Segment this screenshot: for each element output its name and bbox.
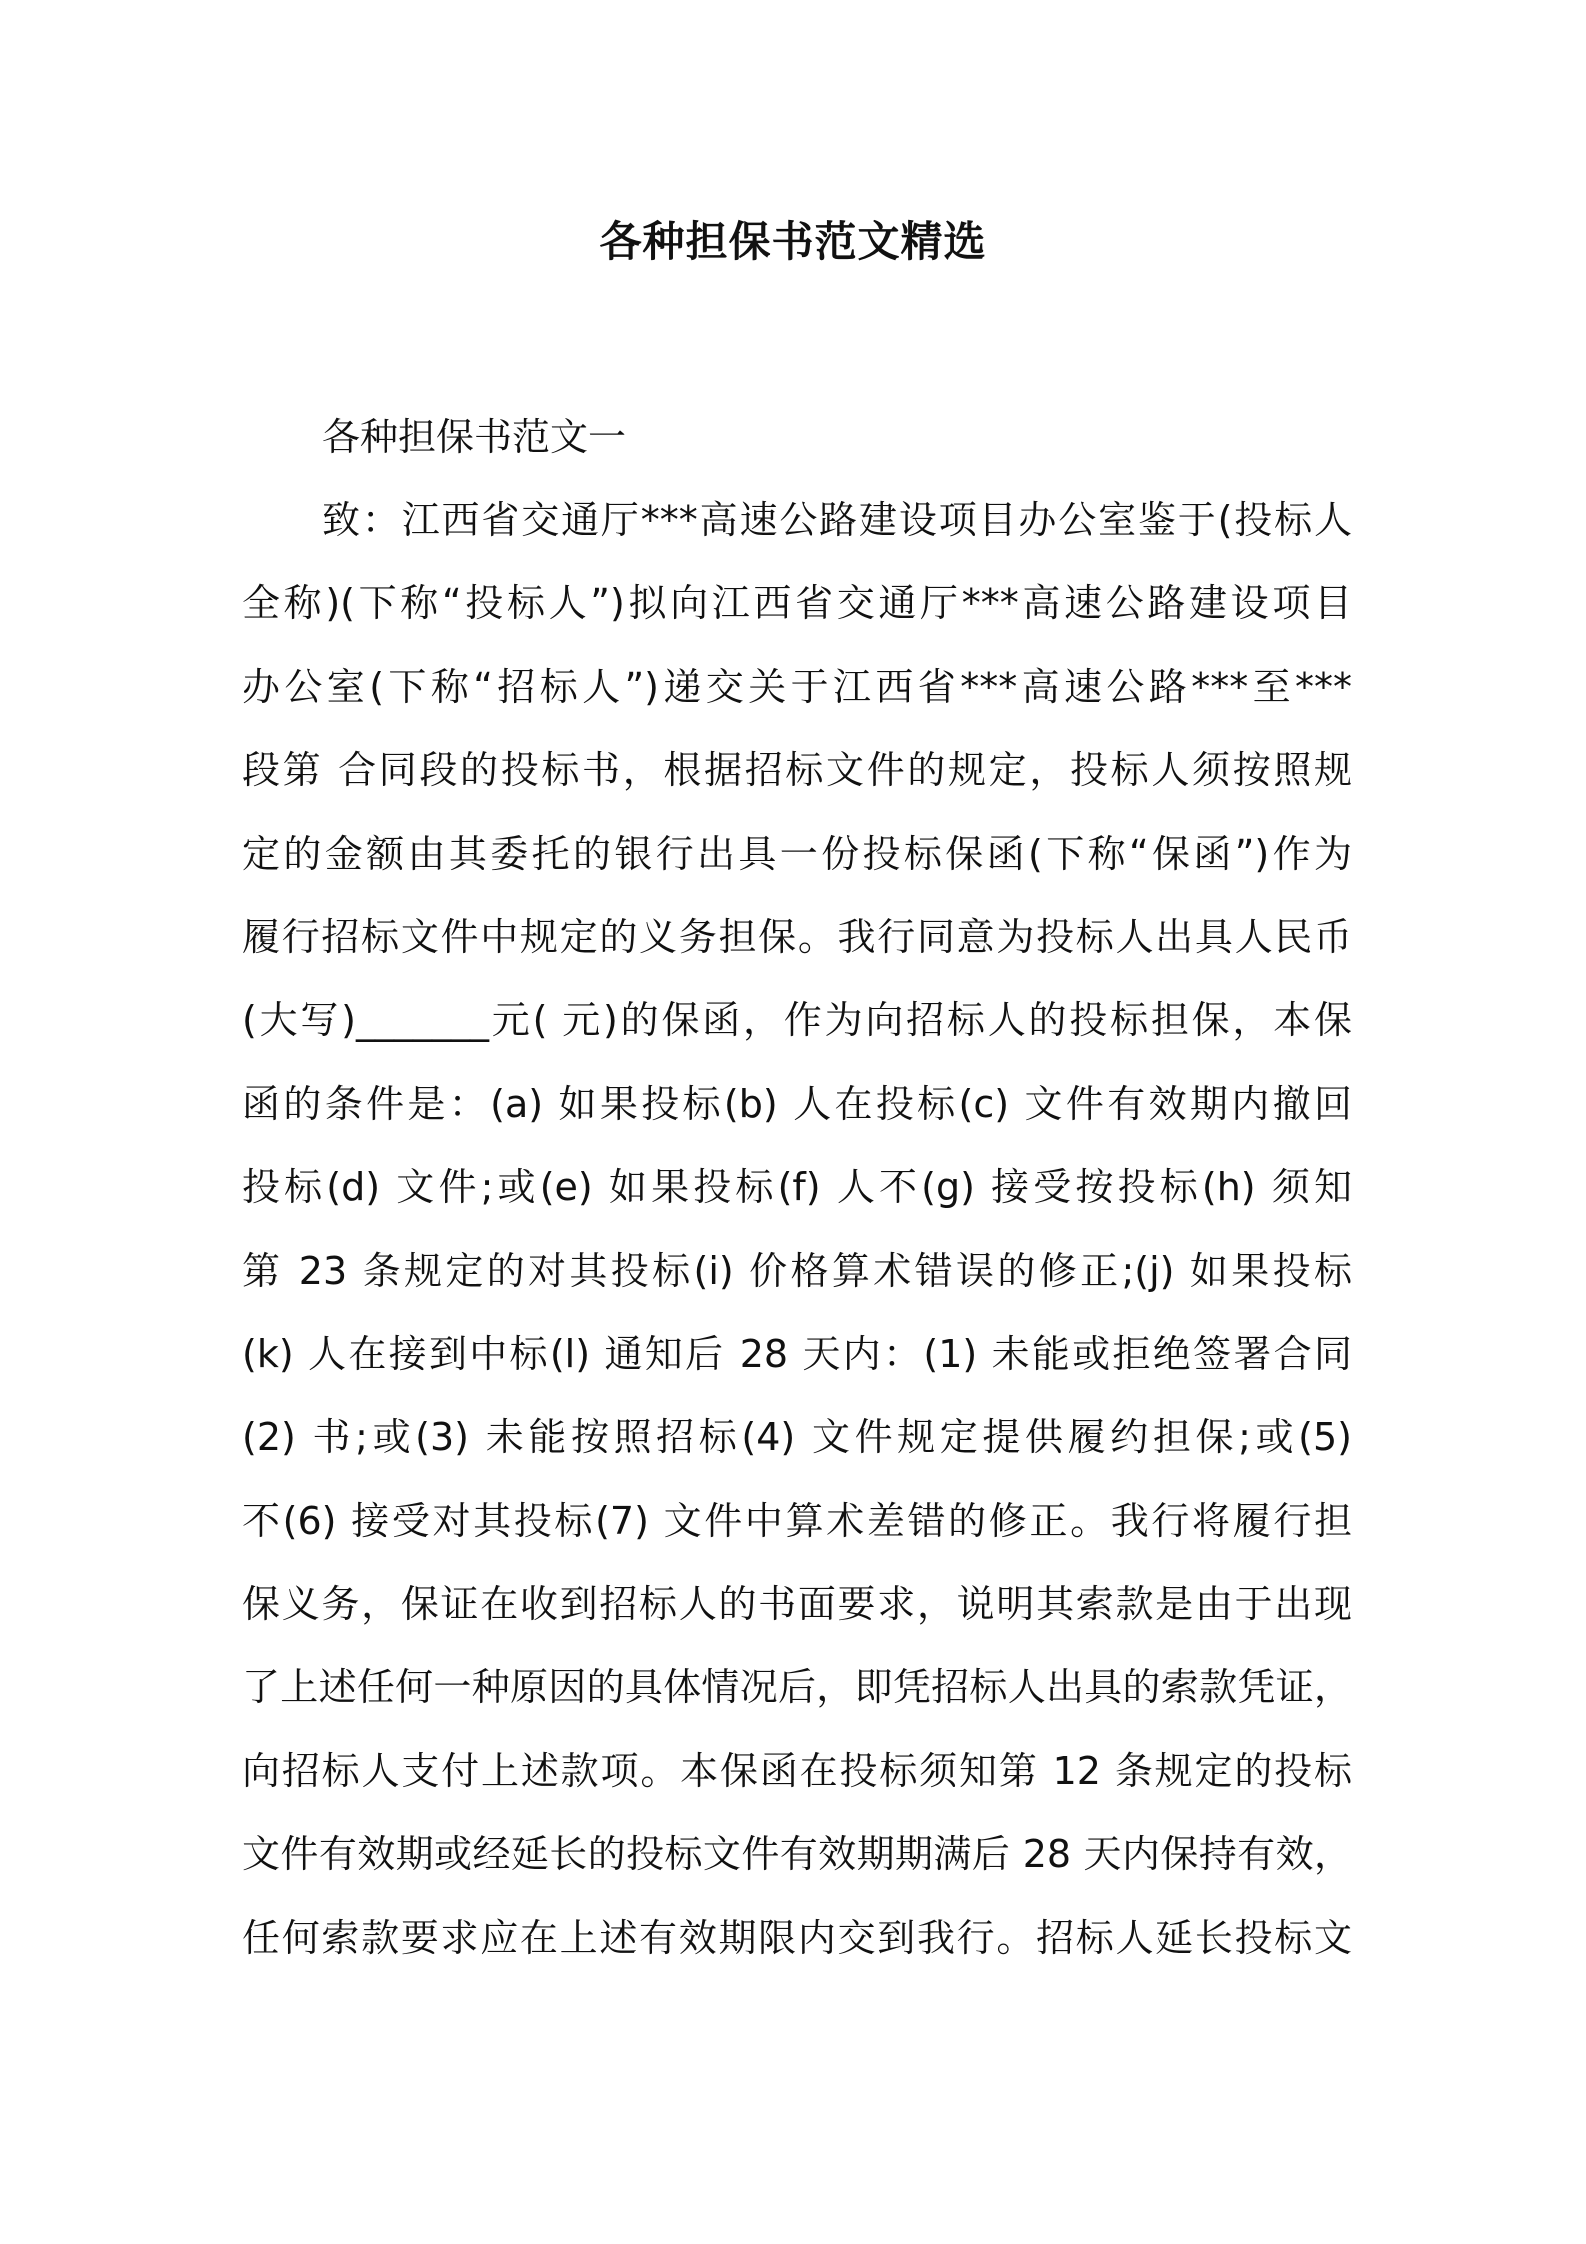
body-line-text: 全称)(下称“投标人”)拟向江西省交通厅***高速公路建设项目 — [242, 581, 1352, 626]
body-line — [242, 907, 1352, 990]
body-line — [242, 1657, 1352, 1740]
body-line — [242, 1491, 1352, 1574]
body-line — [242, 1741, 1352, 1824]
body-line — [242, 824, 1352, 907]
body-line-text: 履行招标文件中规定的义务担保。我行同意为投标人出具人民币 — [242, 914, 1352, 959]
section-heading: 各种担保书范文一 — [322, 415, 627, 459]
body-line — [242, 1157, 1352, 1240]
body-line-text: 第 23 条规定的对其投标(i) 价格算术错误的修正;(j) 如果投标 — [242, 1248, 1352, 1293]
body-line-text: 投标(d) 文件;或(e) 如果投标(f) 人不(g) 接受按投标(h) 须知 — [242, 1165, 1352, 1210]
body-line — [242, 657, 1352, 740]
body-line-text: 办公室(下称“招标人”)递交关于江西省***高速公路***至*** — [242, 664, 1352, 709]
body-line-text: 函的条件是：(a) 如果投标(b) 人在投标(c) 文件有效期内撤回 — [242, 1081, 1352, 1126]
body-line-text: (k) 人在接到中标(l) 通知后 28 天内：(1) 未能或拒绝签署合同 — [242, 1331, 1352, 1376]
body-line-text: (2) 书;或(3) 未能按照招标(4) 文件规定提供履约担保;或(5) — [242, 1415, 1352, 1460]
body-line-text: 致：江西省交通厅***高速公路建设项目办公室鉴于(投标人 — [322, 498, 1352, 542]
body-line-text: 保义务，保证在收到招标人的书面要求，说明其索款是由于出现 — [242, 1582, 1352, 1627]
body-line — [242, 1574, 1352, 1657]
body-line-text: 定的金额由其委托的银行出具一份投标保函(下称“保函”)作为 — [242, 831, 1352, 876]
body-line — [242, 990, 1352, 1073]
body-line — [242, 1908, 1352, 1991]
body-line-text: 文件有效期或经延长的投标文件有效期期满后 28 天内保持有效， — [242, 1832, 1352, 1877]
body-line-text: 了上述任何一种原因的具体情况后，即凭招标人出具的索款凭证， — [242, 1665, 1352, 1710]
body-text — [242, 490, 1352, 1991]
body-line — [242, 740, 1352, 823]
body-line — [242, 1241, 1352, 1324]
body-line — [242, 490, 1352, 573]
body-line — [242, 573, 1352, 656]
body-line-text: 段第 合同段的投标书，根据招标文件的规定，投标人须按照规 — [242, 748, 1352, 793]
body-line — [242, 1407, 1352, 1490]
body-line-text: (大写)_______元( 元)的保函，作为向招标人的投标担保，本保 — [242, 998, 1352, 1043]
body-line-text: 不(6) 接受对其投标(7) 文件中算术差错的修正。我行将履行担 — [242, 1498, 1352, 1543]
body-line — [242, 1824, 1352, 1907]
body-line — [242, 1074, 1352, 1157]
document-title: 各种担保书范文精选 — [599, 217, 987, 266]
body-line-text: 任何索款要求应在上述有效期限内交到我行。招标人延长投标文 — [242, 1915, 1352, 1960]
body-line — [242, 1324, 1352, 1407]
body-line-text: 向招标人支付上述款项。本保函在投标须知第 12 条规定的投标 — [242, 1748, 1352, 1793]
